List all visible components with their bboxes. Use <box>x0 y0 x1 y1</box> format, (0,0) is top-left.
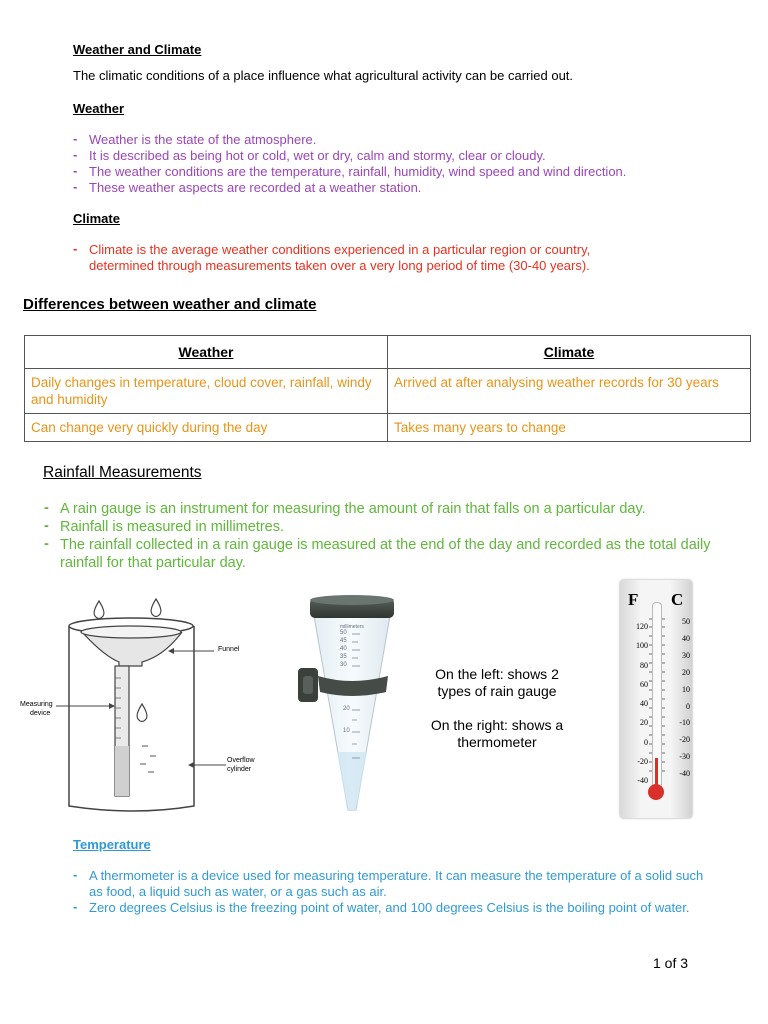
column-header-climate: Climate <box>388 336 751 369</box>
caption-line: On the right: shows a <box>430 717 564 733</box>
table-cell: Arrived at after analysing weather records for 30 years <box>388 369 751 414</box>
column-header-weather: Weather <box>25 336 388 369</box>
table-cell: Daily changes in temperature, cloud cover, rainfall, windy and humidity <box>25 369 388 414</box>
tick-label: 40 <box>640 699 648 709</box>
tick-label: -40 <box>679 769 690 779</box>
gauge-tick-label: 40 <box>340 646 347 652</box>
climate-list <box>73 242 653 274</box>
list-item: - Climate is the average weather conditions experienced in a particular region or country, determined through measurements taken over a very long period of time (30-40 years). <box>73 242 653 274</box>
gauge-tick-label: 50 <box>340 630 347 636</box>
intro-text: The climatic conditions of a place influence what agricultural activity can be carried out. <box>73 68 574 83</box>
measuring-device-label-2: device <box>30 710 51 717</box>
tick-label: -10 <box>679 718 690 728</box>
tick-label: 10 <box>682 684 690 694</box>
gauge-tick-label: 20 <box>343 706 350 712</box>
gauge-tick-label: 35 <box>340 654 347 660</box>
caption-line: thermometer <box>457 734 537 750</box>
tick-label: 20 <box>682 667 690 677</box>
comparison-table <box>24 335 751 442</box>
raindrop-icon <box>151 599 161 617</box>
list-item: - These weather aspects are recorded at a weather station. <box>73 180 713 196</box>
fahrenheit-scale <box>622 617 648 791</box>
temperature-list <box>73 868 705 916</box>
tick-label: -40 <box>637 776 648 786</box>
table-cell: Can change very quickly during the day <box>25 414 388 442</box>
rain-gauge-diagram <box>14 596 284 816</box>
rainfall-heading: Rainfall Measurements <box>43 464 202 481</box>
list-item: - Rainfall is measured in millimetres. <box>44 518 756 536</box>
raindrop-icon <box>94 601 104 619</box>
tick-label: 100 <box>636 641 648 651</box>
overflow-cylinder-label-1: Overflow <box>227 757 255 764</box>
table-cell: Takes many years to change <box>388 414 751 442</box>
celsius-scale <box>666 614 690 783</box>
tick-label: 40 <box>682 633 690 643</box>
tick-label: 0 <box>644 737 648 747</box>
weather-heading: Weather <box>73 101 125 116</box>
list-item: - The rainfall collected in a rain gauge is measured at the end of the day and recorded as the total daily rainfall for that particular day. <box>44 536 756 572</box>
caption-line: types of rain gauge <box>437 683 557 699</box>
celsius-label: C <box>671 590 684 609</box>
table-row <box>25 414 751 442</box>
tick-label: 80 <box>640 660 648 670</box>
list-item: - Zero degrees Celsius is the freezing point of water, and 100 degrees Celsius is the boiling point of water. <box>73 900 705 916</box>
funnel-label: Funnel <box>218 646 240 653</box>
tick-label: -20 <box>637 757 648 767</box>
climate-heading: Climate <box>73 211 120 226</box>
tick-label: -30 <box>679 752 690 762</box>
table-header-row <box>25 336 751 369</box>
differences-heading: Differences between weather and climate <box>23 296 317 313</box>
overflow-cylinder-label-2: cylinder <box>227 766 252 773</box>
tick-label: 120 <box>636 622 648 631</box>
list-item: - Weather is the state of the atmosphere. <box>73 132 713 148</box>
table-row <box>25 369 751 414</box>
list-item: - A rain gauge is an instrument for measuring the amount of rain that falls on a particular day. <box>44 500 756 518</box>
tick-label: -20 <box>679 735 690 745</box>
page-title: Weather and Climate <box>73 42 202 57</box>
fahrenheit-label: F <box>628 590 639 609</box>
thermometer-image <box>620 580 692 818</box>
tick-label: 0 <box>686 701 690 711</box>
list-item: - The weather conditions are the temperature, rainfall, humidity, wind speed and wind direction. <box>73 164 713 180</box>
rainfall-list <box>44 500 756 572</box>
caption-line: On the left: shows 2 <box>435 666 559 682</box>
raindrop-icon <box>137 704 147 722</box>
list-item: - A thermometer is a device used for measuring temperature. It can measure the temperature of a solid such as food, a liquid such as water, or a gas such as air. <box>73 868 705 900</box>
tick-label: 20 <box>640 718 648 728</box>
gauge-unit-label: millimeters <box>340 624 364 630</box>
measuring-device-label-1: Measuring <box>20 701 53 708</box>
gauge-tick-label: 45 <box>340 638 347 644</box>
tick-label: 50 <box>682 617 690 626</box>
gauge-tick-label: 30 <box>340 662 347 668</box>
thermometer-ticks <box>649 614 665 789</box>
image-caption <box>412 666 582 751</box>
page-number: 1 of 3 <box>653 955 689 971</box>
tick-label: 30 <box>682 650 690 660</box>
temperature-heading: Temperature <box>73 837 151 852</box>
gauge-tick-label: 10 <box>343 728 350 734</box>
tick-label: 60 <box>640 679 648 689</box>
list-item: - It is described as being hot or cold, wet or dry, calm and stormy, clear or cloudy. <box>73 148 713 164</box>
weather-list <box>73 132 713 196</box>
